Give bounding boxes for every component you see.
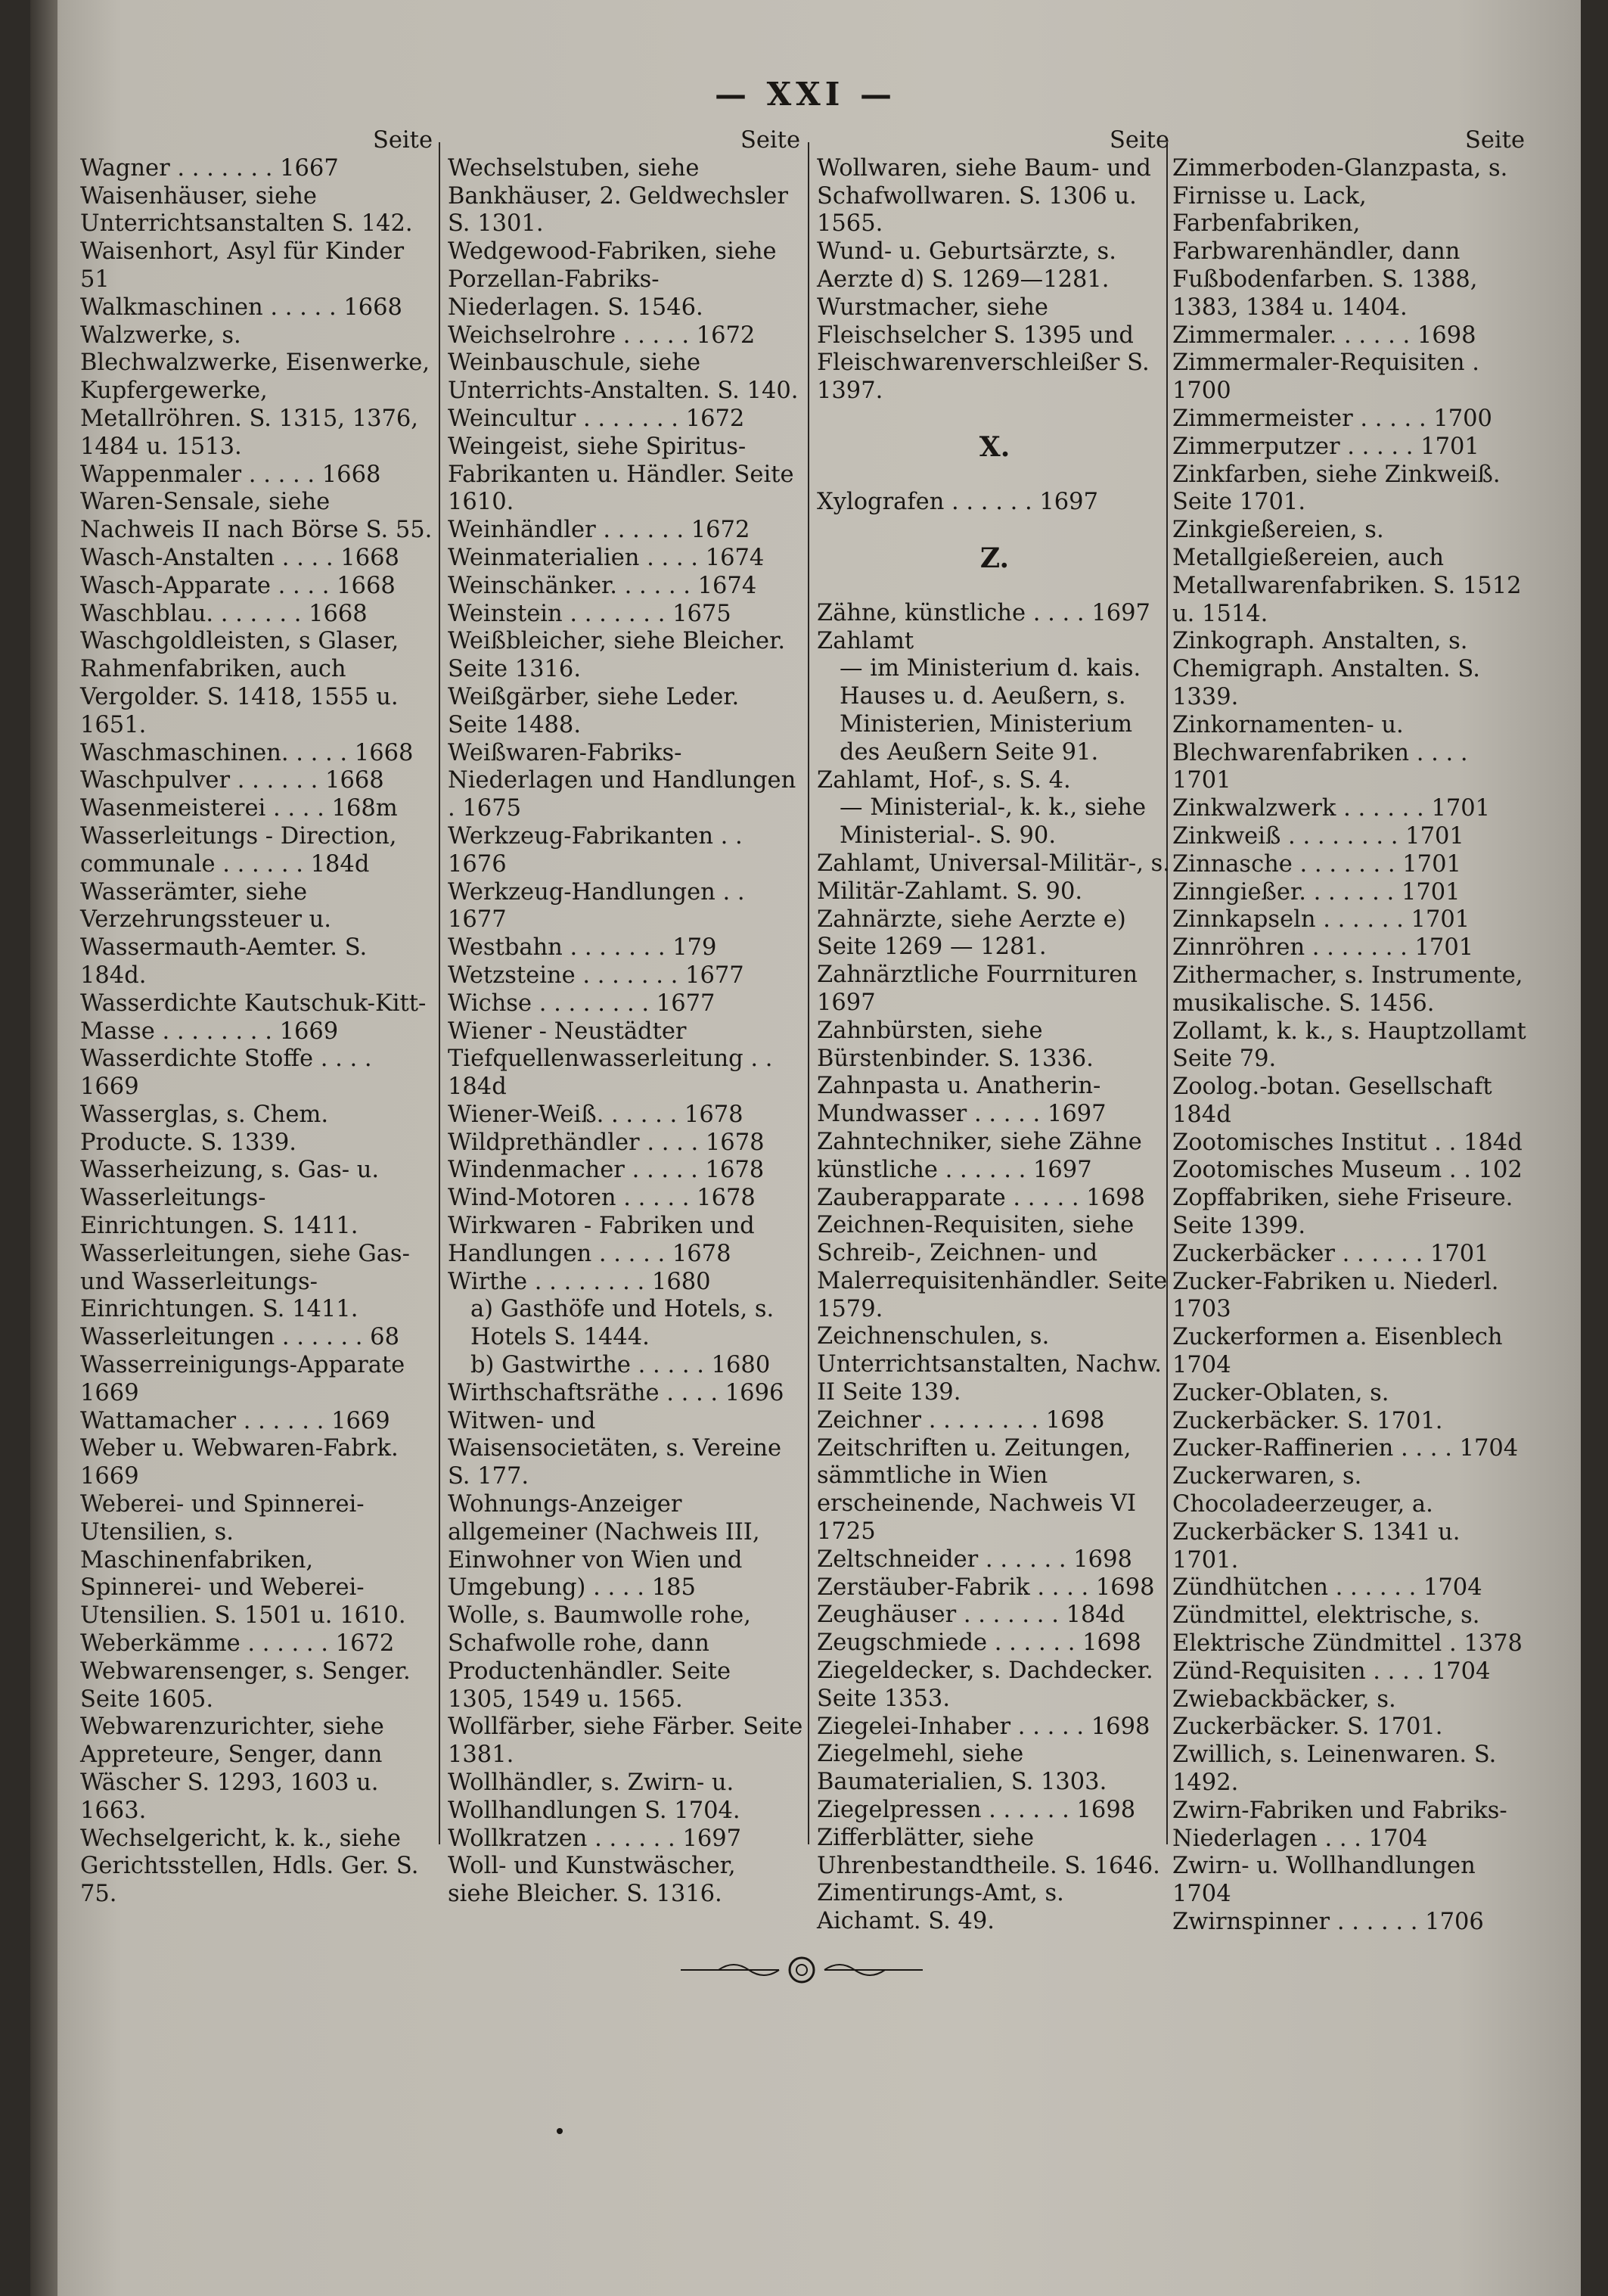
index-entry: Weißwaren-Fabriks-Niederlagen und Handlungen . 1675	[448, 739, 796, 822]
index-entry: Zeugschmiede . . . . . . 1698	[817, 1630, 1141, 1657]
index-entry: Weinbauschule, siehe Unterrichts-Anstalten. S. 140.	[448, 350, 799, 405]
index-entry: Zuckerformen a. Eisenblech 1704	[1172, 1324, 1503, 1379]
index-entry: Zimmermaler-Requisiten . 1700	[1172, 350, 1479, 405]
index-entry: a) Gasthöfe und Hotels, s. Hotels S. 1444.	[470, 1296, 775, 1351]
index-entry: Wollfärber, siehe Färber. Seite 1381.	[448, 1713, 803, 1769]
index-entry: Ziegelei-Inhaber . . . . . 1698	[817, 1713, 1150, 1740]
index-entry: Zinkgießereien, s. Metallgießereien, auch Metallwarenfabriken. S. 1512 u. 1514.	[1172, 517, 1522, 627]
index-entry: Weinstein . . . . . . . 1675	[448, 600, 731, 627]
index-entry: Weinhändler . . . . . . 1672	[448, 517, 750, 544]
index-entry: Westbahn . . . . . . . 179	[448, 934, 717, 962]
index-entry: Wollwaren, siehe Baum- und Schafwollwaren. S. 1306 u. 1565.	[817, 154, 1151, 238]
index-entry: Ziegelmehl, siehe Baumaterialien, S. 1303.	[817, 1741, 1107, 1796]
index-entry: Wildprethändler . . . . 1678	[448, 1129, 765, 1156]
index-entry: Zahlamt, Hof-, s. S. 4.	[817, 766, 1071, 794]
index-entry: Wasserdichte Kautschuk-Kitt-Masse . . . . . . . . 1669	[80, 990, 427, 1045]
index-entry: Zimmerboden-Glanzpasta, s. Firnisse u. Lack, Farbenfabriken, Farbwarenhändler, dann Fußbodenfarben. S. 1388, 1383, 1384 u. 1404.	[1172, 154, 1508, 321]
index-entry: Wappenmaler . . . . . 1668	[80, 461, 381, 488]
index-entry: Weingeist, siehe Spiritus-Fabrikanten u. Händler. Seite 1610.	[448, 433, 794, 516]
index-column-3	[817, 127, 1172, 1936]
index-entry: Wurstmacher, siehe Fleischselcher S. 1395 und Fleischwarenverschleißer S. 1397.	[817, 294, 1150, 405]
index-entry: Zahlamt	[817, 627, 914, 654]
index-entry: Zootomisches Institut . . 184d	[1172, 1129, 1523, 1156]
index-entry: Zahnärztliche Fourrnituren 1697	[817, 962, 1138, 1016]
seite-header: Seite	[740, 127, 800, 154]
index-column-2	[448, 127, 803, 1909]
index-entry: Zootomisches Museum . . 102	[1172, 1157, 1523, 1184]
seite-header: Seite	[372, 127, 433, 154]
index-entry: Zinnkapseln . . . . . . 1701	[1172, 906, 1470, 934]
entry-list	[80, 155, 436, 1909]
index-entry: Zoolog.-botan. Gesellschaft 184d	[1172, 1073, 1492, 1128]
index-column-4	[1172, 127, 1528, 1937]
index-entry: Zimentirungs-Amt, s. Aichamt. S. 49.	[817, 1880, 1064, 1935]
index-entry: Wollhändler, s. Zwirn- u. Wollhandlungen S. 1704.	[448, 1769, 740, 1824]
index-entry: Waisenhäuser, siehe Unterrichtsanstalten S. 142.	[80, 182, 413, 238]
index-entry: Weinschänker. . . . . . 1674	[448, 572, 757, 599]
book-binding	[30, 0, 57, 2296]
index-entry: Wechselgericht, k. k., siehe Gerichtsstellen, Hdls. Ger. S. 75.	[80, 1825, 419, 1908]
index-entry: Weinmaterialien . . . . 1674	[448, 544, 765, 571]
index-entry: Zwillich, s. Leinenwaren. S. 1492.	[1172, 1741, 1497, 1797]
index-entry: Zithermacher, s. Instrumente, musikalische. S. 1456.	[1172, 962, 1523, 1017]
index-entry: Zinkfarben, siehe Zinkweiß. Seite 1701.	[1172, 461, 1501, 516]
index-entry: Ziegeldecker, s. Dachdecker. Seite 1353.	[817, 1658, 1153, 1712]
index-entry: Zündmittel, elektrische, s. Elektrische Zündmittel . 1378	[1172, 1602, 1523, 1658]
index-entry: Wasserreinigungs-Apparate 1669	[80, 1352, 405, 1406]
entry-list	[1172, 155, 1528, 1937]
index-entry: Webwarenzurichter, siehe Appreteure, Senger, dann Wäscher S. 1293, 1603 u. 1663.	[80, 1713, 384, 1824]
index-entry: Zahnbürsten, siehe Bürstenbinder. S. 1336.	[817, 1017, 1094, 1072]
index-entry: Werkzeug-Handlungen . . 1677	[448, 878, 745, 934]
index-entry: Wechselstuben, siehe Bankhäuser, 2. Geldwechsler S. 1301.	[448, 154, 788, 238]
index-entry: Zeughäuser . . . . . . . 184d	[817, 1602, 1125, 1629]
index-entry: Zinkornamenten- u. Blechwarenfabriken . . . . 1701	[1172, 711, 1468, 794]
index-entry: Zuckerwaren, s. Chocoladeerzeuger, a. Zuckerbäcker S. 1341 u. 1701.	[1172, 1463, 1461, 1574]
index-entry: Wasserleitungen, siehe Gas- und Wasserleitungs-Einrichtungen. S. 1411.	[80, 1240, 410, 1323]
index-entry: Wasserdichte Stoffe . . . . 1669	[80, 1045, 372, 1101]
index-entry: Zahntechniker, siehe Zähne künstliche . . . . . . 1697	[817, 1128, 1142, 1183]
index-entry: Zündhütchen . . . . . . 1704	[1172, 1574, 1482, 1602]
index-entry: Wasserleitungs - Direction, communale . . . . . . 184d	[80, 822, 397, 878]
index-entry: Zerstäuber-Fabrik . . . . 1698	[817, 1574, 1155, 1601]
seite-header: Seite	[1109, 127, 1169, 154]
index-entry: Zeichnenschulen, s. Unterrichtsanstalten, Nachw. II Seite 139.	[817, 1323, 1162, 1406]
index-entry: — Ministerial-, k. k., siehe Ministerial-. S. 90.	[840, 794, 1147, 850]
index-entry: Zucker-Fabriken u. Niederl. 1703	[1172, 1268, 1499, 1323]
index-entry: Zwirn- u. Wollhandlungen 1704	[1172, 1853, 1476, 1908]
index-entry: Waisenhort, Asyl für Kinder 51	[80, 238, 405, 293]
index-entry: Zeltschneider . . . . . . 1698	[817, 1546, 1132, 1573]
index-entry: Wagner . . . . . . . 1667	[80, 154, 339, 182]
index-entry: Wasch-Apparate . . . . 1668	[80, 572, 396, 599]
page-number-header: — XXI —	[714, 76, 897, 113]
index-entry: Xylografen . . . . . . 1697	[817, 488, 1098, 515]
index-entry: Zuckerbäcker . . . . . . 1701	[1172, 1240, 1489, 1267]
index-entry: Zahnpasta u. Anatherin-Mundwasser . . . . . 1697	[817, 1073, 1107, 1128]
index-entry: Zimmerputzer . . . . . 1701	[1172, 433, 1479, 460]
index-entry: Weißgärber, siehe Leder. Seite 1488.	[448, 683, 740, 738]
index-entry: Windenmacher . . . . . 1678	[448, 1157, 765, 1184]
index-entry: Wund- u. Geburtsärzte, s. Aerzte d) S. 1269—1281.	[817, 238, 1116, 293]
index-entry: Wirkwaren - Fabriken und Handlungen . . . . . 1678	[448, 1213, 755, 1267]
index-entry: Zinkweiß . . . . . . . . 1701	[1172, 822, 1464, 850]
index-entry: Zähne, künstliche . . . . 1697	[817, 599, 1150, 626]
index-entry: Wind-Motoren . . . . . 1678	[448, 1185, 756, 1212]
index-entry: Zinnröhren . . . . . . . 1701	[1172, 934, 1474, 962]
index-entry: Zinkwalzwerk . . . . . . 1701	[1172, 795, 1491, 822]
index-entry: Zucker-Raffinerien . . . . 1704	[1172, 1435, 1519, 1462]
index-entry: Wasserglas, s. Chem. Producte. S. 1339.	[80, 1101, 329, 1156]
index-entry: Walzwerke, s. Blechwalzwerke, Eisenwerke, Kupfergewerke, Metallröhren. S. 1315, 1376, 1484 u. 1513.	[80, 322, 430, 460]
index-entry: Waren-Sensale, siehe Nachweis II nach Börse S. 55.	[80, 489, 433, 544]
index-entry: Webwarensenger, s. Senger. Seite 1605.	[80, 1658, 411, 1713]
index-entry: Zeichnen-Requisiten, siehe Schreib-, Zeichnen- und Malerrequisitenhändler. Seite 1579.	[817, 1212, 1168, 1322]
index-entry: Walkmaschinen . . . . . 1668	[80, 294, 402, 321]
index-entry: Wasserleitungen . . . . . . 68	[80, 1324, 399, 1351]
index-entry: Wolle, s. Baumwolle rohe, Schafwolle rohe, dann Productenhändler. Seite 1305, 1549 u. 1565.	[448, 1602, 751, 1713]
index-entry: Zahlamt, Universal-Militär-, s. Militär-Zahlamt. S. 90.	[817, 850, 1170, 905]
index-entry: Zeichner . . . . . . . . 1698	[817, 1406, 1105, 1434]
index-entry: Wollkratzen . . . . . . 1697	[448, 1825, 742, 1852]
index-entry: Zollamt, k. k., s. Hauptzollamt Seite 79.	[1172, 1018, 1526, 1073]
index-entry: Zinkograph. Anstalten, s. Chemigraph. Anstalten. S. 1339.	[1172, 628, 1480, 710]
entry-list	[448, 155, 803, 1909]
index-entry: Zimmermeister . . . . . 1700	[1172, 405, 1492, 432]
index-entry: Waschblau. . . . . . . 1668	[80, 600, 368, 627]
index-entry: Wichse . . . . . . . . 1677	[448, 990, 716, 1017]
index-entry: Zucker-Oblaten, s. Zuckerbäcker. S. 1701.	[1172, 1379, 1443, 1434]
index-entry: Zauberapparate . . . . . 1698	[817, 1184, 1145, 1211]
seite-header: Seite	[1464, 127, 1525, 154]
index-column-1	[80, 127, 436, 1909]
index-entry: Wiener - Neustädter Tiefquellenwasserleitung . . 184d	[448, 1018, 773, 1101]
index-entry: Wattamacher . . . . . . 1669	[80, 1407, 390, 1434]
column-rule	[439, 142, 440, 1844]
index-entry: Zünd-Requisiten . . . . 1704	[1172, 1658, 1491, 1685]
index-entry: Werkzeug-Fabrikanten . . 1676	[448, 822, 743, 878]
index-entry: Zahnärzte, siehe Aerzte e) Seite 1269 — 1281.	[817, 906, 1126, 961]
index-entry: Wasserheizung, s. Gas- u. Wasserleitungs-Einrichtungen. S. 1411.	[80, 1157, 380, 1240]
index-entry: Ziegelpressen . . . . . . 1698	[817, 1797, 1136, 1824]
entry-list	[817, 155, 1172, 1936]
index-entry: Wiener-Weiß. . . . . . 1678	[448, 1101, 743, 1128]
index-entry: Weberkämme . . . . . . 1672	[80, 1630, 395, 1658]
index-entry: Weincultur . . . . . . . 1672	[448, 405, 745, 432]
index-entry: Weberei- und Spinnerei-Utensilien, s. Maschinenfabriken, Spinnerei- und Weberei-Utensilien. S. 1501 u. 1610.	[80, 1491, 406, 1630]
index-entry: Zimmermaler. . . . . . 1698	[1172, 322, 1476, 349]
index-entry: Wirthschaftsräthe . . . . 1696	[448, 1379, 784, 1406]
ink-dot	[557, 2128, 563, 2134]
index-entry: Z.	[979, 542, 1010, 574]
index-entry: Weichselrohre . . . . . 1672	[448, 322, 756, 349]
ornament-divider-icon	[673, 1953, 930, 1987]
index-entry: Witwen- und Waisensocietäten, s. Vereine S. 177.	[448, 1407, 782, 1490]
index-entry: Wasenmeisterei . . . . 168m	[80, 795, 398, 822]
index-entry: Zwiebackbäcker, s. Zuckerbäcker. S. 1701.	[1172, 1685, 1443, 1741]
index-entry: Zwirn-Fabriken und Fabriks-Niederlagen . . . 1704	[1172, 1797, 1507, 1852]
index-entry: — im Ministerium d. kais. Hauses u. d. Aeußern, s. Ministerien, Ministerium des Aeußern Seite 91.	[840, 655, 1141, 766]
index-entry: Waschgoldleisten, s Glaser, Rahmenfabriken, auch Vergolder. S. 1418, 1555 u. 1651.	[80, 628, 399, 738]
book-page	[30, 0, 1581, 2296]
index-entry: Zopffabriken, siehe Friseure. Seite 1399.	[1172, 1185, 1513, 1240]
index-entry: b) Gastwirthe . . . . . 1680	[470, 1352, 771, 1379]
index-entry: Zeitschriften u. Zeitungen, sämmtliche in Wien erscheinende, Nachweis VI 1725	[817, 1434, 1137, 1546]
index-entry: Wasserämter, siehe Verzehrungssteuer u. Wassermauth-Aemter. S. 184d.	[80, 878, 368, 989]
index-entry: Wohnungs-Anzeiger allgemeiner (Nachweis III, Einwohner von Wien und Umgebung) . . . . 185	[448, 1491, 760, 1602]
index-entry: Weber u. Webwaren-Fabrk. 1669	[80, 1435, 399, 1490]
index-entry: Wetzsteine . . . . . . . 1677	[448, 962, 744, 989]
index-entry: Weißbleicher, siehe Bleicher. Seite 1316.	[448, 628, 786, 683]
index-entry: Wasch-Anstalten . . . . 1668	[80, 544, 399, 571]
index-entry: Zinngießer. . . . . . . 1701	[1172, 878, 1461, 906]
index-entry: Wirthe . . . . . . . . 1680	[448, 1268, 711, 1295]
index-entry: Waschmaschinen. . . . . 1668	[80, 739, 414, 766]
index-entry: Waschpulver . . . . . . 1668	[80, 767, 384, 794]
index-entry: Zwirnspinner . . . . . . 1706	[1172, 1909, 1484, 1935]
index-entry: Woll- und Kunstwäscher, siehe Bleicher. S. 1316.	[448, 1853, 736, 1908]
index-entry: Zifferblätter, siehe Uhrenbestandtheile. S. 1646.	[817, 1824, 1160, 1879]
index-entry: Wedgewood-Fabriken, siehe Porzellan-Fabriks-Niederlagen. S. 1546.	[448, 238, 777, 321]
index-entry: Zinnasche . . . . . . . 1701	[1172, 850, 1461, 878]
column-rule	[808, 142, 809, 1844]
index-entry: X.	[979, 430, 1010, 463]
